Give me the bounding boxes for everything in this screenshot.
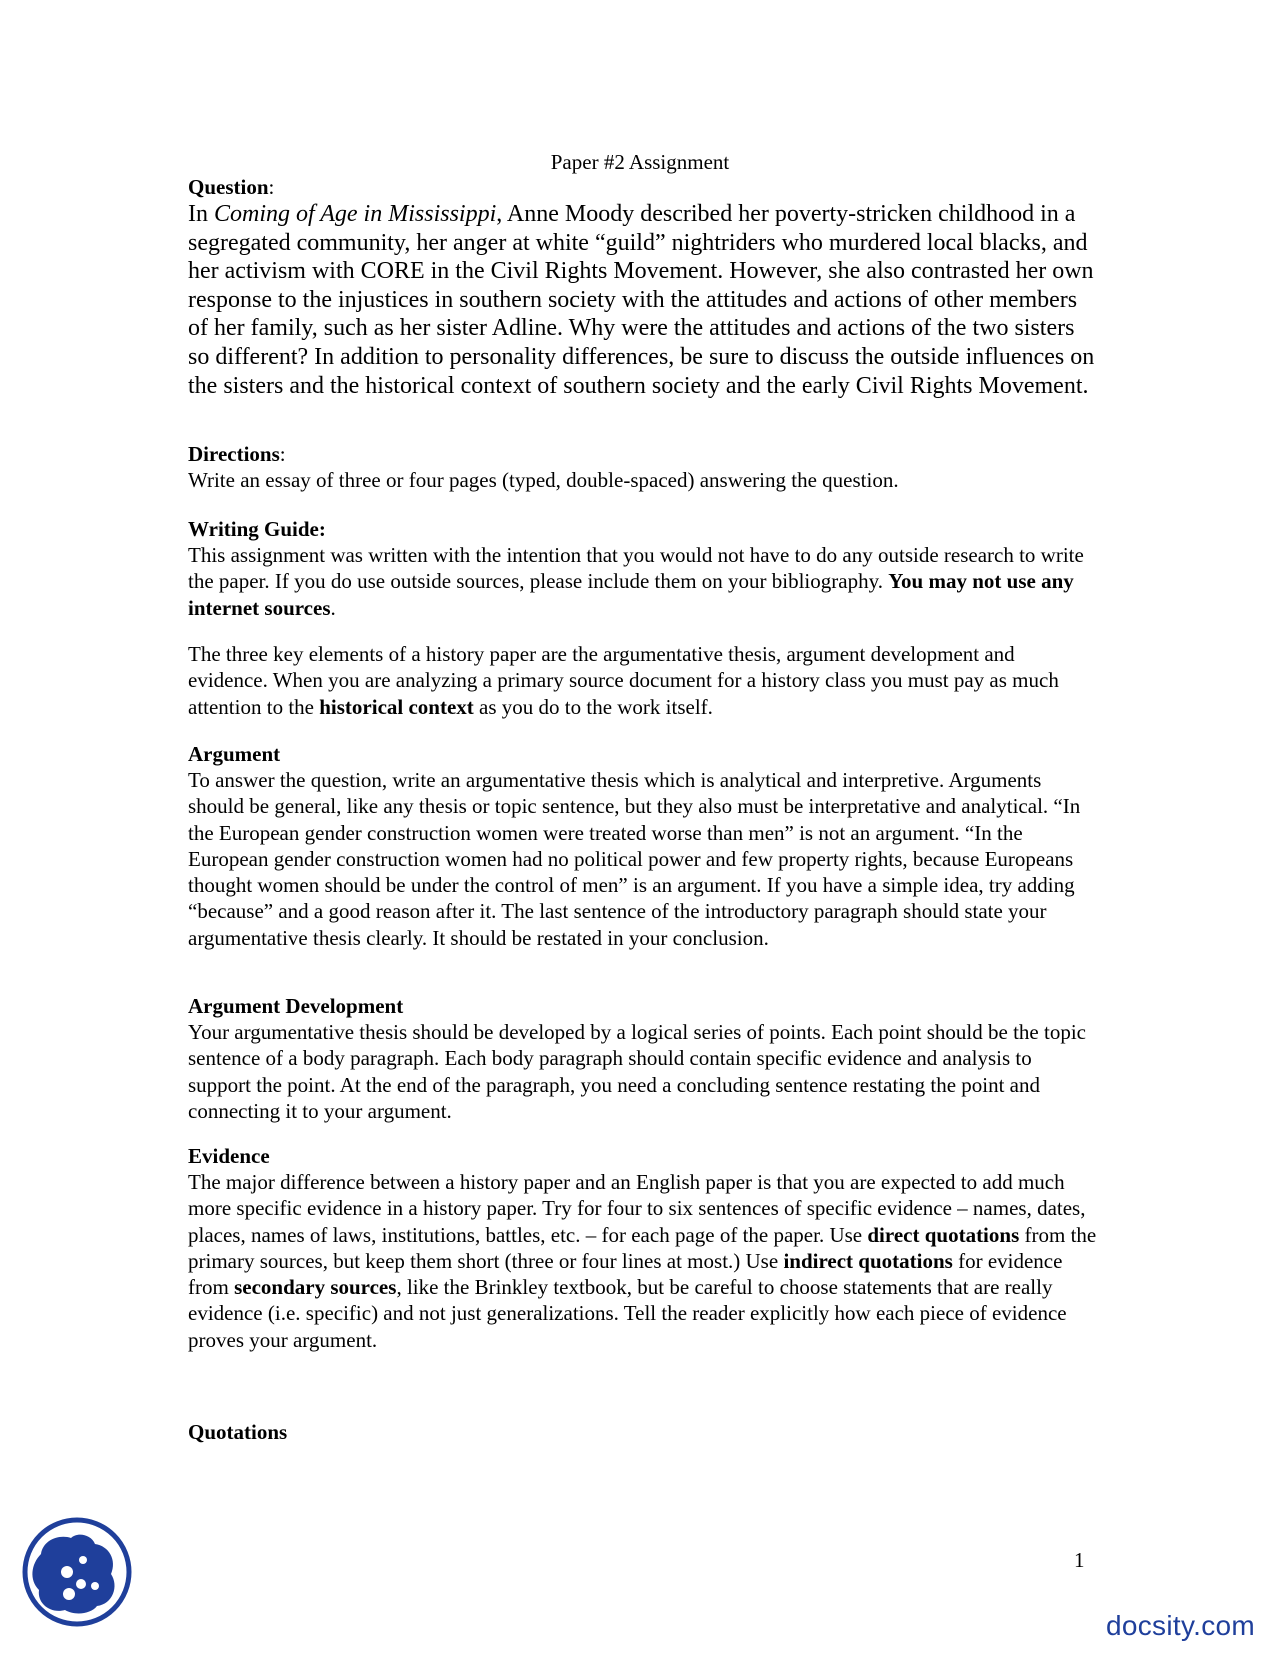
evidence-text-2: from the primary sources, but keep them short (three or four lines at most.) Use: [188, 1222, 1097, 1273]
evidence-body: [188, 1169, 1098, 1353]
directions-heading-colon: :: [279, 442, 286, 466]
secondary-sources-emphasis: secondary sources: [234, 1275, 397, 1300]
argument-development-heading: Argument Development: [188, 994, 404, 1018]
page-number: 1: [1074, 1548, 1085, 1572]
directions-section: [188, 441, 1098, 493]
question-heading-text: Question: [188, 175, 269, 199]
question-text: , Anne Moody described her poverty-stricken childhood in a segregated community, her anger at white “guild” nightriders who murdered local blacks, and her activism with CORE in the Civil Rights Movement. However, she also contrasted her own response to the injustices in southern society with the attitudes and actions of other members of her family, such as her sister Adline. Why were the attitudes and actions of the two sisters so different? In addition to personality differences, be sure to discuss the outside influences on the sisters and the historical context of southern society and the early Civil Rights Movement.: [188, 201, 1095, 399]
indirect-quotations-emphasis: indirect quotations: [783, 1248, 953, 1273]
directions-body: Write an essay of three or four pages (typed, double-spaced) answering the question.: [188, 468, 899, 492]
directions-heading: [188, 441, 1098, 467]
docsity-brand-link[interactable]: docsity.com: [1106, 1610, 1256, 1641]
argument-development-section: [188, 993, 1098, 1124]
writing-guide-paragraph-1: [188, 542, 1098, 621]
argument-section: [188, 741, 1098, 951]
writing-guide-heading: Writing Guide:: [188, 517, 326, 541]
writing-guide-p2-text: The three key elements of a history paper are the argumentative thesis, argument development and evidence. When you are analyzing a primary source document for a history class you must pay as much attention to the: [188, 642, 1059, 719]
argument-heading: Argument: [188, 742, 281, 766]
evidence-heading: Evidence: [188, 1144, 270, 1168]
evidence-text-3: for evidence from: [188, 1248, 1063, 1300]
writing-guide-p2-end: as you do to the work itself.: [473, 694, 713, 719]
document-title: Paper #2 Assignment: [550, 150, 730, 174]
writing-guide-paragraph-2: [188, 641, 1098, 720]
historical-context-emphasis: historical context: [319, 694, 474, 719]
evidence-section: [188, 1143, 1098, 1353]
evidence-text-1: The major difference between a history paper and an English paper is that you are expected to add much more specific evidence in a history paper. Try for four to six sentences of specific evidence – names, dates, places, names of laws, institutions, battles, etc. – for each page of the paper. Use: [188, 1170, 1086, 1247]
book-title: Coming of Age in Mississippi: [214, 201, 497, 227]
writing-guide-paragraph-2-block: [188, 641, 1098, 720]
question-heading: [188, 174, 1098, 200]
argument-development-body: Your argumentative thesis should be developed by a logical series of points. Each point should be the topic sentence of a body paragraph. Each body paragraph should contain specific evidence and analysis to support the point. At the end of the paragraph, you need a concluding sentence restating the point and connecting it to your argument.: [188, 1020, 1086, 1123]
docsity-logo-icon[interactable]: [21, 1514, 133, 1630]
writing-guide-p1-text: This assignment was written with the intention that you would not have to do any outside research to write the paper. If you do use outside sources, please include them on your bibliography.: [188, 543, 1084, 594]
question-body: [188, 200, 1098, 400]
question-intro: In: [188, 201, 214, 227]
question-section: [188, 174, 1098, 400]
argument-body: To answer the question, write an argumentative thesis which is analytical and interpretive. Arguments should be general, like any thesis or topic sentence, but they also must be interpretative and analytical. “In the European gender construction women were treated worse than men” is not an argument. “In the European gender construction women had no political power and few property rights, because Europeans thought women should be under the control of men” is an argument. If you have a simple idea, try adding “because” and a good reason after it. The last sentence of the introductory paragraph should state your argumentative thesis clearly. It should be restated in your conclusion.: [188, 768, 1081, 950]
directions-heading-text: Directions: [188, 442, 280, 466]
quotations-section: [188, 1419, 1098, 1445]
evidence-text-4: , like the Brinkley textbook, but be careful to choose statements that are really evidence (i.e. specific) and not just generalizations. Tell the reader explicitly how each piece of evidence proves your argument.: [188, 1275, 1067, 1352]
direct-quotations-emphasis: direct quotations: [867, 1222, 1020, 1247]
writing-guide-section: [188, 516, 1098, 621]
no-internet-sources-emphasis: You may not use any internet sources: [188, 569, 1074, 620]
writing-guide-p1-end: .: [330, 595, 336, 620]
quotations-heading: Quotations: [188, 1420, 288, 1444]
question-heading-colon: :: [268, 175, 275, 199]
